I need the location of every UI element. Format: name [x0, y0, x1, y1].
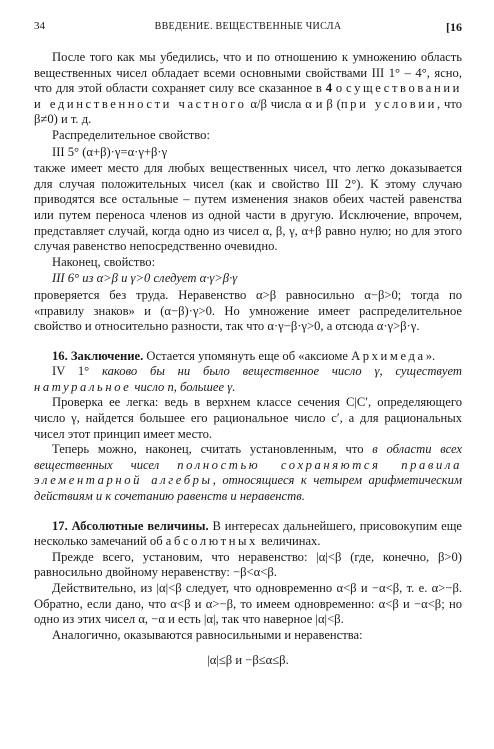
text-run: Остается упомянуть еще об «аксиоме [143, 348, 352, 363]
italic-text: в области всех вещественных чисел [34, 442, 463, 472]
paragraph-absolute-proof: Действительно, из |α|<β следует, что одновременно α<β и −α<β, т. е. α>−β. Обратно, если дано, что α<β и α>−β, то имеем одновременно: α<β и −α<β; но одно из этих чисел α, −α и есть |α|, так что наверное |α|<β. [34, 581, 462, 627]
section-heading: 17. Абсолютные величины. [52, 518, 209, 533]
text-run: После того как мы убедились, что и по отношению к умножению область вещественных чисел обладает всеми основными свойствами III 1° – 4°, ясно, что для этой области сохраняет силу все сказанное в [34, 50, 462, 96]
spaced-text: абсолютных [165, 534, 258, 549]
page [34, 20, 462, 669]
text-run: о [332, 81, 347, 96]
section-heading: 16. Заключение. [52, 348, 144, 363]
paragraph-property-intro: Наконец, свойство: [52, 254, 156, 269]
paragraph-analogous: Аналогично, оказываются равносильными и неравенства: [52, 627, 363, 642]
section-17-paragraph [34, 519, 462, 550]
section-16-paragraph [34, 349, 462, 365]
italic-text: число n, большее γ. [131, 379, 236, 394]
text-run: IV 1° [52, 364, 103, 379]
text-run: величинах. [258, 534, 321, 549]
paragraph-distributive-proof: также имеет место для любых вещественных чисел, что легко доказывается для случая положительных чисел (как и свойство III 2°). К этому случаю приводятся все остальные – путем изменения знаков обеих частей равенства или путем переноса членов из одной части в другую. Исключение, впрочем, представляет случай, когда одно из чисел α, β, γ, α+β равно нулю; но для этого случая равенство непосредственно очевидно. [34, 161, 462, 254]
section-mark: [16 [446, 20, 462, 34]
paragraph-inequality-proof: проверяется без труда. Неравенство α>β равносильно α−β>0; тогда по «правилу знаков» и (α−β)·γ>0. Но умножение имеет распределительное свойство и относительно разности, так что α·γ−β·γ>0, а отсюда α·γ>β·γ. [34, 287, 462, 334]
page-header [34, 20, 462, 36]
formula-absolute-nonstrict: |α|≤β и −β≤α≤β. [207, 653, 289, 668]
paragraph-axiom-check: Проверка ее легка: ведь в верхнем классе сечения C|C′, определяющего число γ, найдется большее его рациональное число c′, а для рациональных чисел этот принцип имеет место. [34, 395, 462, 441]
paragraph-multiplication-properties [34, 50, 462, 128]
italic-text: , относящиеся к четырем арифметическим действиям и к сочетанию равенств и неравенств. [34, 473, 462, 504]
text-run: Теперь можно, наконец, считать установленным, что [52, 442, 373, 457]
section-ref: 4 [325, 81, 333, 96]
running-title: ВВЕДЕНИЕ. ВЕЩЕСТВЕННЫЕ ЧИСЛА [154, 21, 342, 32]
axiom-archimedes [34, 364, 462, 395]
paragraph-distributive-intro: Распределительное свойство: [52, 127, 210, 142]
spaced-text: существовании и единственности частного [34, 81, 463, 111]
italic-text: каково бы ни было вещественное число γ, существует [102, 364, 462, 379]
spaced-text: Архимеда [351, 348, 426, 363]
text-run: ». [425, 348, 436, 363]
formula-inequality-multiplication [34, 271, 462, 287]
page-number: 34 [34, 20, 45, 32]
spaced-italic-text: натуральное [34, 379, 132, 394]
text-run: В интересах дальнейшего, присовокупим еще несколько замечаний об [34, 518, 462, 549]
formula-text: III 6° из α>β и γ>0 следует α·γ>β·γ [52, 271, 238, 286]
text-run: α/β числа α и β ( [246, 96, 341, 111]
spaced-text: при условии [340, 96, 438, 111]
paragraph-absolute-inequality: Прежде всего, установим, что неравенство: |α|<β (где, конечно, β>0) равносильно двойному неравенству: −β<α<β. [34, 549, 462, 580]
paragraph-conclusion [34, 442, 462, 504]
spaced-italic-text: полностью сохраняются правила элементарной алгебры [34, 457, 462, 488]
formula-distributive: III 5° (α+β)·γ=α·γ+β·γ [52, 144, 168, 159]
text-run: , что β≠0) и т. д. [34, 96, 463, 127]
